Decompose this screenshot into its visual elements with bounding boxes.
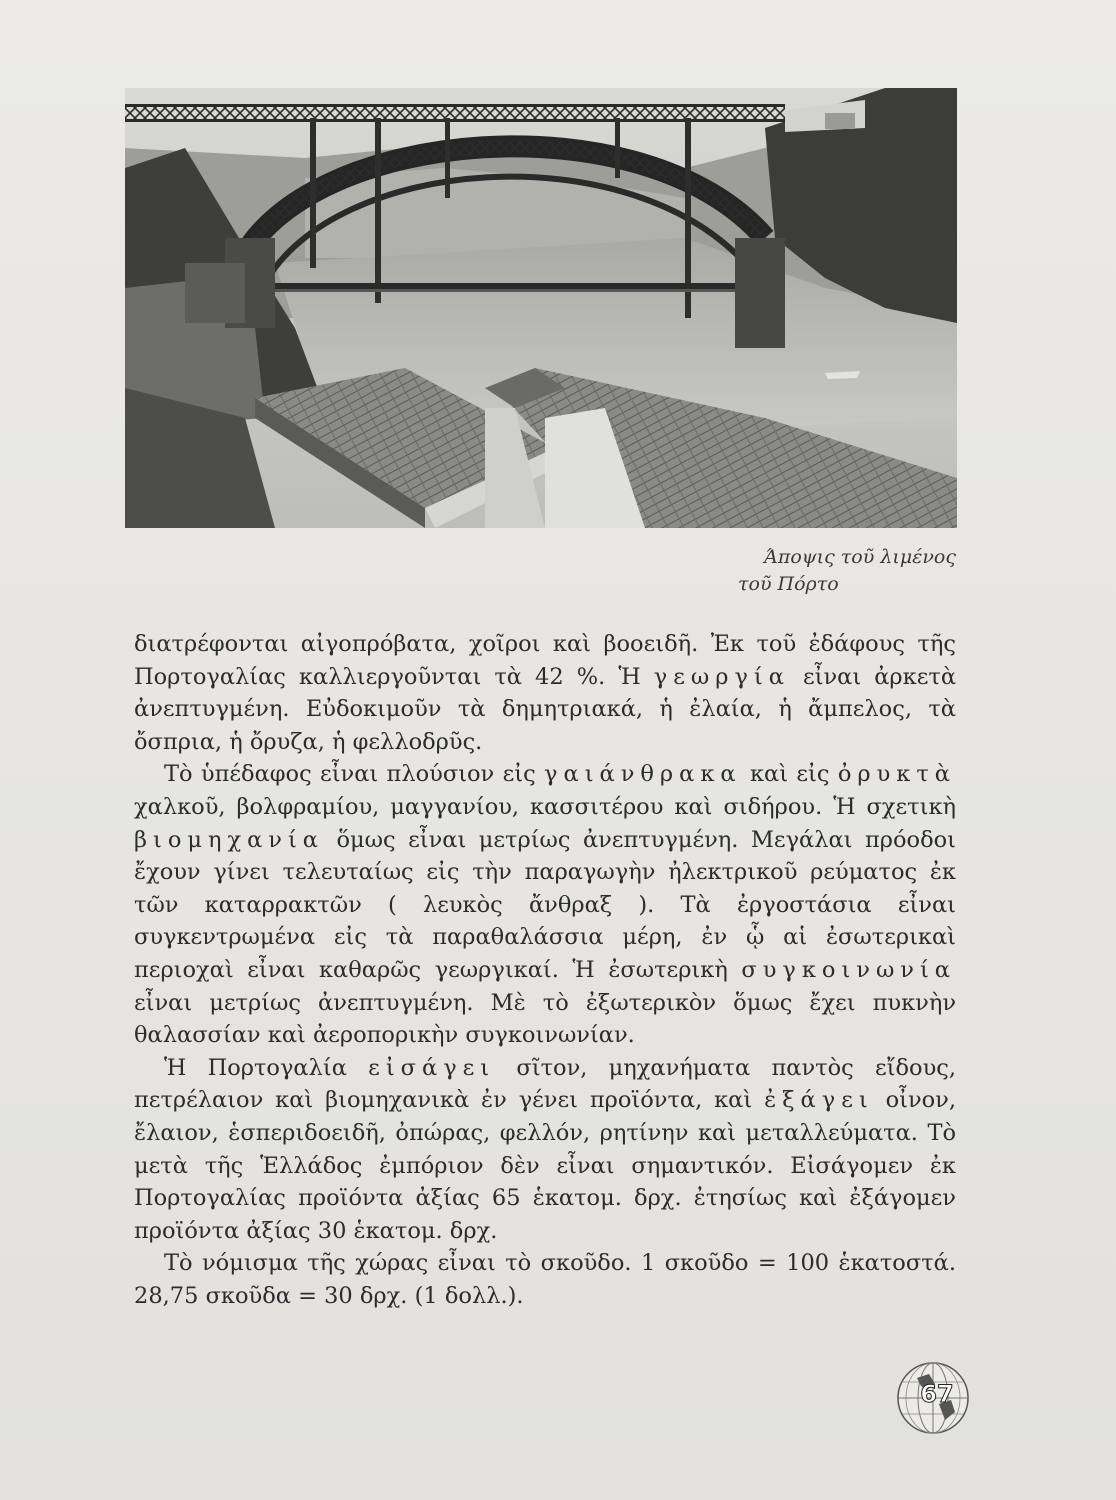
page-number: 67 [920, 1380, 954, 1408]
paragraph-trade-b: σῖτον, μηχανήματα παντὸς εἴδους, πετρέλαιον καὶ βιομηχανικὰ ἐν γένει προϊόντα, καὶ [134, 1054, 956, 1114]
paragraph-trade [134, 1052, 956, 1248]
term-minerals: ὀρυκτὰ [837, 761, 956, 788]
paragraph-subsoil-a: Τὸ ὑπέδαφος εἶναι πλούσιον εἰς [164, 761, 536, 788]
paragraph-agriculture-rest: εἶναι ἀρκετὰ ἀνεπτυγμένη. Εὐδοκιμοῦν τὰ δημητριακά, ἡ ἐλαία, ἡ ἄμπελος, τὰ ὄσπρια, ἡ ὄρυζα, ἡ φελλοδρῦς. [134, 663, 957, 755]
port-bridge-photo [125, 88, 957, 528]
paragraph-agriculture-article: Ἡ [618, 663, 641, 690]
term-exports: ἐξάγει [764, 1087, 874, 1114]
figure-caption [700, 544, 960, 598]
paragraph-agriculture-text: διατρέφονται αἰγοπρόβατα, χοῖροι καὶ βοοειδῆ. Ἐκ τοῦ ἐδάφους τῆς Πορτογαλίας καλλιεργοῦνται τὰ 42 %. [134, 631, 956, 690]
paragraph-subsoil-e: εἶναι μετρίως ἀνεπτυγμένη. Μὲ τὸ ἐξωτερικὸν ὅμως ἔχει πυκνὴν θαλασσίαν καὶ ἀεροπορικὴν συγκοινωνίαν. [134, 989, 956, 1049]
bridge-photo-illustration [125, 88, 957, 528]
term-coal: γαιάνθρακα [544, 761, 742, 788]
paragraph-currency-text: Τὸ νόμισμα τῆς χώρας εἶναι τὸ σκοῦδο. 1 σκοῦδο = 100 ἑκατοστά. 28,75 σκοῦδα = 30 δρχ. (1 δολλ.). [134, 1250, 956, 1309]
term-imports: εἰσάγει [368, 1054, 496, 1081]
paragraph-subsoil-b: καὶ εἰς [749, 761, 830, 788]
paragraph-trade-c: οἶνον, ἔλαιον, ἑσπεριδοειδῆ, ὀπώρας, φελλόν, ρητίνην καὶ μεταλλεύματα. Τὸ μετὰ τῆς Ἑλλάδος ἐμπόριον δὲν εἶναι σημαντικόν. Εἰσάγομεν ἐκ Πορτογαλίας προϊόντα ἀξίας 65 ἑκατομ. δρχ. ἐτησίως καὶ ἐξάγομεν προϊόντα ἀξίας 30 ἑκατομ. δρχ. [134, 1087, 957, 1244]
term-communication: συγκοινωνία [741, 956, 956, 983]
term-industry: βιομηχανία [134, 826, 325, 853]
body-text [134, 628, 956, 1312]
caption-line-1: Άποψις τοῦ λιμένος [764, 546, 956, 568]
paragraph-agriculture [134, 628, 956, 758]
paragraph-subsoil-c: χαλκοῦ, βολφραμίου, μαγγανίου, κασσιτέρου καὶ σιδήρου. Ἡ σχετικὴ [134, 793, 956, 820]
paragraph-subsoil-d: ὅμως εἶναι μετρίως ἀνεπτυγμένη. Μεγάλαι πρόοδοι ἔχουν γίνει τελευταίως εἰς τὴν παραγωγὴν ἠλεκτρικοῦ ρεύματος ἐκ τῶν καταρρακτῶν ( λευκὸς ἄνθραξ ). Τὰ ἐργοστάσια εἶναι συγκεντρωμένα εἰς τὰ παραθαλάσσια μέρη, ἐν ᾧ αἱ ἐσωτερικαὶ περιοχαὶ εἶναι καθαρῶς γεωργικαί. Ἡ ἐσωτερικὴ [134, 826, 957, 983]
caption-line-2: τοῦ Πόρτο [738, 573, 839, 595]
term-agriculture: γεωργία [653, 663, 790, 690]
paragraph-currency [134, 1247, 956, 1312]
paragraph-subsoil [134, 758, 956, 1051]
paragraph-trade-a: Ἡ Πορτογαλία [164, 1054, 347, 1081]
